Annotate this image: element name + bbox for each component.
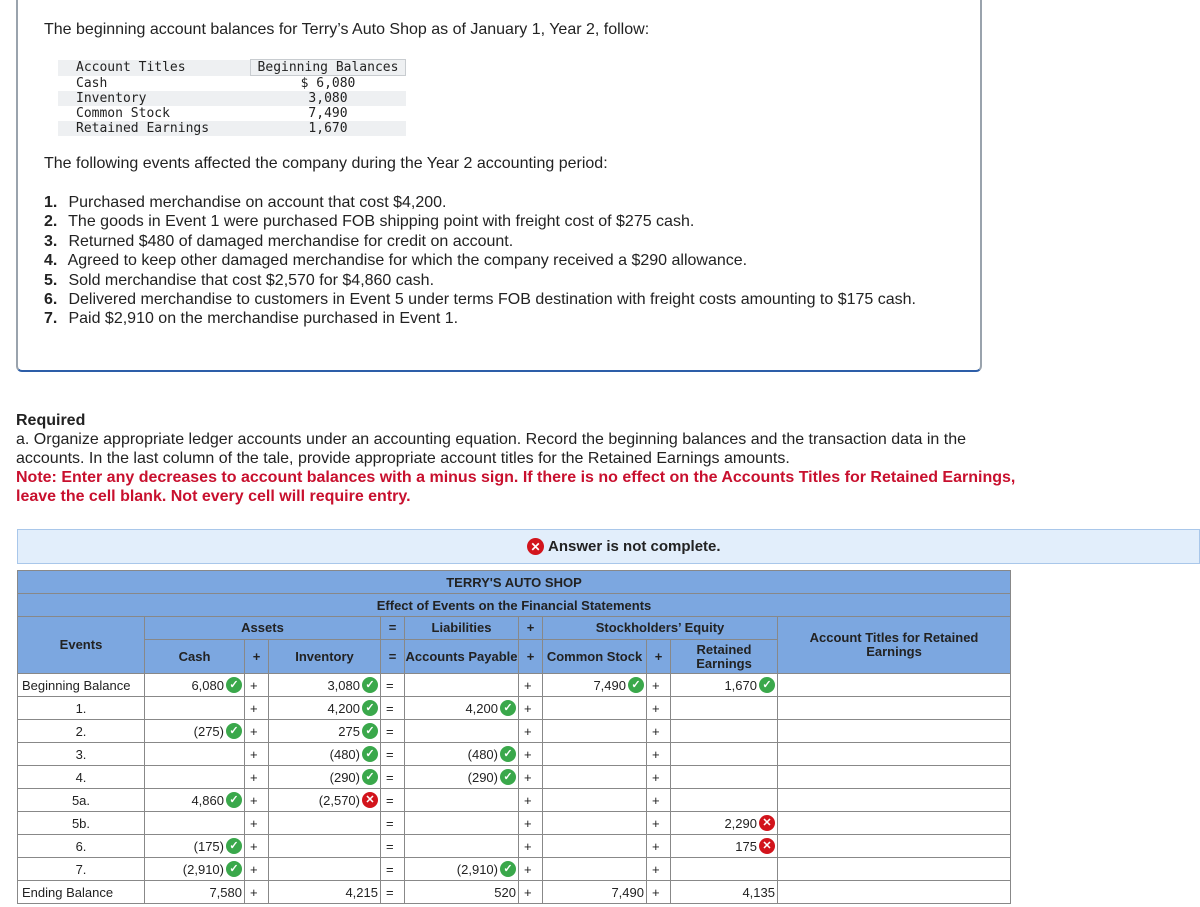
event-item [44, 309, 916, 328]
cash-cell[interactable] [145, 674, 245, 697]
cash-cell[interactable] [145, 835, 245, 858]
common-stock-cell-value: 7,490 [611, 885, 644, 901]
plus-sign: + [519, 812, 543, 835]
event-text: The goods in Event 1 were purchased FOB shipping point with freight cost of $275 cash. [68, 213, 695, 231]
common-stock-cell[interactable] [543, 743, 647, 766]
account-title-select[interactable] [778, 743, 1011, 766]
table-row [18, 789, 1011, 812]
account-title-select[interactable] [778, 697, 1011, 720]
event-label: 4. [18, 766, 145, 789]
retained-earnings-cell[interactable] [671, 881, 778, 904]
accounts-payable-cell-value: (2,910) [456, 861, 498, 877]
event-item [44, 212, 916, 231]
account-title-select[interactable] [778, 858, 1011, 881]
event-label: Beginning Balance [18, 674, 145, 697]
table-row [18, 697, 1011, 720]
common-stock-cell[interactable] [543, 766, 647, 789]
cash-cell[interactable] [145, 812, 245, 835]
accounts-payable-cell[interactable] [405, 789, 519, 812]
retained-earnings-cell[interactable] [671, 720, 778, 743]
common-stock-cell[interactable] [543, 835, 647, 858]
check-circle-icon: ✓ [500, 769, 516, 785]
plus-sign: + [245, 789, 269, 812]
cash-cell-value: (2,910) [182, 861, 224, 877]
cash-cell[interactable] [145, 881, 245, 904]
banner-text: Answer is not complete. [548, 538, 721, 555]
event-item [44, 232, 916, 251]
common-stock-cell-value: 7,490 [593, 677, 626, 693]
events-intro: The following events affected the company during the Year 2 accounting period: [44, 155, 608, 172]
plus-sign: + [245, 766, 269, 789]
event-text: Returned $480 of damaged merchandise for credit on account. [68, 232, 514, 250]
liabilities-header: Liabilities [405, 617, 519, 640]
answer-status-banner [17, 529, 1200, 564]
retained-earnings-cell[interactable] [671, 766, 778, 789]
retained-earnings-cell[interactable] [671, 674, 778, 697]
accounts-payable-cell-value: (480) [467, 746, 498, 762]
plus-sign: + [647, 881, 671, 904]
cash-cell[interactable] [145, 766, 245, 789]
common-stock-header: Common Stock [543, 640, 647, 674]
event-number: 4. [44, 252, 58, 270]
common-stock-cell[interactable] [543, 858, 647, 881]
x-circle-icon: ✕ [759, 838, 775, 854]
plus-sign: + [245, 697, 269, 720]
balance-title: Cash [76, 75, 108, 91]
event-number: 3. [44, 232, 58, 250]
table-row [18, 720, 1011, 743]
equals-sign: = [381, 881, 405, 904]
plus-sign: + [519, 720, 543, 743]
plus-sign: + [519, 766, 543, 789]
event-number: 1. [44, 194, 58, 211]
inventory-cell[interactable] [269, 835, 381, 858]
cash-header: Cash [145, 640, 245, 674]
problem-intro: The beginning account balances for Terry’s Auto Shop as of January 1, Year 2, follow: [44, 21, 650, 38]
balance-value: 3,080 [251, 91, 406, 106]
event-label: 3. [18, 743, 145, 766]
account-title-select[interactable] [778, 766, 1011, 789]
event-item [44, 193, 916, 212]
inventory-cell[interactable] [269, 697, 381, 720]
plus-sign: + [245, 743, 269, 766]
accounts-payable-header: Accounts Payable [405, 640, 519, 674]
check-circle-icon: ✓ [226, 677, 242, 693]
plus-sign: + [647, 720, 671, 743]
check-circle-icon: ✓ [226, 792, 242, 808]
account-title-select[interactable] [778, 835, 1011, 858]
event-number: 6. [44, 290, 58, 308]
required-section [16, 411, 1016, 506]
check-circle-icon: ✓ [362, 700, 378, 716]
check-circle-icon: ✓ [500, 746, 516, 762]
plus-sign: + [245, 835, 269, 858]
check-circle-icon: ✓ [362, 723, 378, 739]
accounts-payable-cell[interactable] [405, 720, 519, 743]
plus-sign: + [519, 640, 543, 674]
balance-value: 7,490 [308, 106, 348, 121]
assets-header: Assets [145, 617, 381, 640]
plus-sign: + [519, 789, 543, 812]
inventory-cell-value: (290) [329, 769, 360, 785]
cash-cell-value: (275) [193, 723, 224, 739]
check-circle-icon: ✓ [362, 746, 378, 762]
event-text: Agreed to keep other damaged merchandise for which the company received a $290 allowance. [67, 252, 748, 270]
event-text: Sold merchandise that cost $2,570 for $4,860 cash. [68, 271, 435, 289]
accounts-payable-cell[interactable] [405, 858, 519, 881]
account-title-select[interactable] [778, 812, 1011, 835]
retained-earnings-cell[interactable] [671, 858, 778, 881]
cash-cell[interactable] [145, 858, 245, 881]
effects-table [17, 570, 1011, 904]
table-row [18, 812, 1011, 835]
table-row [18, 674, 1011, 697]
event-item [44, 271, 916, 290]
check-circle-icon: ✓ [362, 769, 378, 785]
plus-sign: + [245, 640, 269, 674]
cash-cell[interactable] [145, 697, 245, 720]
balances-header-balance: Beginning Balances [251, 60, 406, 76]
inventory-cell-value: (480) [329, 746, 360, 762]
retained-earnings-cell[interactable] [671, 743, 778, 766]
x-circle-icon: ✕ [362, 792, 378, 808]
inventory-cell[interactable] [269, 789, 381, 812]
table-title: TERRY'S AUTO SHOP [18, 571, 1011, 594]
plus-sign: + [519, 881, 543, 904]
event-label: 5b. [18, 812, 145, 835]
table-row [18, 881, 1011, 904]
balance-value: 1,670 [251, 121, 406, 136]
event-text: Paid $2,910 on the merchandise purchased in Event 1. [68, 310, 459, 328]
equals-sign: = [381, 812, 405, 835]
check-circle-icon: ✓ [362, 677, 378, 693]
account-titles-header: Account Titles for Retained Earnings [778, 617, 1011, 674]
plus-sign: + [647, 640, 671, 674]
equals-sign: = [381, 835, 405, 858]
inventory-cell[interactable] [269, 743, 381, 766]
plus-sign: + [519, 697, 543, 720]
event-text: Purchased merchandise on account that cost $4,200. [68, 194, 447, 211]
cash-cell[interactable] [145, 789, 245, 812]
plus-sign: + [647, 812, 671, 835]
retained-earnings-cell-value: 4,135 [742, 885, 775, 901]
retained-earnings-cell-value: 175 [735, 838, 757, 854]
event-label: 2. [18, 720, 145, 743]
inventory-cell-value: 4,200 [327, 700, 360, 716]
event-number: 2. [44, 213, 58, 231]
cash-cell-value: 6,080 [191, 677, 224, 693]
accounts-payable-cell[interactable] [405, 881, 519, 904]
equals-sign: = [381, 743, 405, 766]
inventory-cell[interactable] [269, 881, 381, 904]
common-stock-cell[interactable] [543, 674, 647, 697]
equals-sign: = [381, 720, 405, 743]
accounts-payable-cell[interactable] [405, 812, 519, 835]
retained-earnings-cell[interactable] [671, 789, 778, 812]
equals-sign: = [381, 766, 405, 789]
retained-earnings-cell[interactable] [671, 697, 778, 720]
inventory-cell[interactable] [269, 812, 381, 835]
inventory-cell[interactable] [269, 858, 381, 881]
event-item [44, 290, 916, 309]
x-circle-icon: ✕ [759, 815, 775, 831]
plus-sign: + [647, 858, 671, 881]
accounts-payable-cell-value: 4,200 [465, 700, 498, 716]
plus-sign: + [647, 674, 671, 697]
common-stock-cell[interactable] [543, 881, 647, 904]
required-text: a. Organize appropriate ledger accounts under an accounting equation. Record the beginning balances and the transaction data in the accounts. In the last column of the tale, provide appropriate account titles for the Retained Earnings amounts. [16, 431, 966, 467]
event-number: 7. [44, 310, 58, 328]
inventory-header: Inventory [269, 640, 381, 674]
event-label: 6. [18, 835, 145, 858]
plus-sign: + [647, 743, 671, 766]
accounts-payable-cell[interactable] [405, 697, 519, 720]
balances-header-title: Account Titles [58, 60, 251, 76]
retained-earnings-cell-value: 1,670 [724, 677, 757, 693]
check-circle-icon: ✓ [500, 861, 516, 877]
event-label: 7. [18, 858, 145, 881]
check-circle-icon: ✓ [500, 700, 516, 716]
equals-sign: = [381, 697, 405, 720]
plus-sign: + [647, 697, 671, 720]
account-title-select[interactable] [778, 881, 1011, 904]
equals-sign: = [381, 789, 405, 812]
balance-title: Retained Earnings [58, 121, 251, 136]
check-circle-icon: ✓ [226, 838, 242, 854]
retained-earnings-cell[interactable] [671, 835, 778, 858]
events-list [44, 193, 916, 329]
balance-title: Inventory [58, 91, 251, 106]
common-stock-cell[interactable] [543, 812, 647, 835]
inventory-cell[interactable] [269, 720, 381, 743]
event-label: 1. [18, 697, 145, 720]
cash-cell-value: (175) [193, 838, 224, 854]
plus-sign: + [245, 720, 269, 743]
cash-cell-value: 7,580 [209, 885, 242, 901]
table-row [18, 743, 1011, 766]
plus-sign: + [519, 835, 543, 858]
equals-sign: = [381, 617, 405, 640]
accounts-payable-cell-value: (290) [467, 769, 498, 785]
retained-earnings-cell-value: 2,290 [724, 815, 757, 831]
accounts-payable-cell[interactable] [405, 743, 519, 766]
common-stock-cell[interactable] [543, 720, 647, 743]
plus-sign: + [245, 812, 269, 835]
event-text: Delivered merchandise to customers in Event 5 under terms FOB destination with freight costs amounting to $175 cash. [68, 290, 916, 308]
plus-sign: + [647, 766, 671, 789]
inventory-cell[interactable] [269, 766, 381, 789]
plus-sign: + [647, 789, 671, 812]
account-title-select[interactable] [778, 674, 1011, 697]
event-number: 5. [44, 271, 58, 289]
accounts-payable-cell[interactable] [405, 766, 519, 789]
plus-sign: + [519, 743, 543, 766]
table-row [18, 858, 1011, 881]
plus-sign: + [519, 617, 543, 640]
accounts-payable-cell-value: 520 [494, 885, 516, 901]
check-circle-icon: ✓ [226, 861, 242, 877]
cash-cell[interactable] [145, 743, 245, 766]
events-header: Events [18, 617, 145, 674]
check-circle-icon: ✓ [226, 723, 242, 739]
effects-rows [18, 674, 1011, 904]
retained-earnings-header: Retained Earnings [671, 640, 778, 674]
balance-value: $ 6,080 [300, 76, 356, 91]
accounts-payable-cell[interactable] [405, 835, 519, 858]
common-stock-cell[interactable] [543, 697, 647, 720]
cash-cell[interactable] [145, 720, 245, 743]
inventory-cell-value: (2,570) [318, 792, 360, 808]
event-label: Ending Balance [18, 881, 145, 904]
table-subtitle: Effect of Events on the Financial Statements [18, 594, 1011, 617]
common-stock-cell[interactable] [543, 789, 647, 812]
check-circle-icon: ✓ [628, 677, 644, 693]
account-title-select[interactable] [778, 789, 1011, 812]
equals-sign: = [381, 858, 405, 881]
table-row [18, 766, 1011, 789]
x-circle-icon: ✕ [527, 538, 544, 555]
account-title-select[interactable] [778, 720, 1011, 743]
plus-sign: + [245, 858, 269, 881]
beginning-balances-table [58, 59, 406, 136]
plus-sign: + [519, 858, 543, 881]
balance-title: Common Stock [76, 106, 170, 121]
inventory-cell-value: 275 [338, 723, 360, 739]
equals-sign: = [381, 640, 405, 674]
plus-sign: + [245, 674, 269, 697]
table-row [18, 835, 1011, 858]
equity-header: Stockholders’ Equity [543, 617, 778, 640]
required-heading: Required [16, 412, 86, 429]
event-item [44, 251, 916, 270]
inventory-cell-value: 3,080 [327, 677, 360, 693]
retained-earnings-cell[interactable] [671, 812, 778, 835]
event-label: 5a. [18, 789, 145, 812]
plus-sign: + [245, 881, 269, 904]
inventory-cell-value: 4,215 [345, 885, 378, 901]
plus-sign: + [647, 835, 671, 858]
equals-sign: = [381, 674, 405, 697]
inventory-cell[interactable] [269, 674, 381, 697]
required-note: Note: Enter any decreases to account balances with a minus sign. If there is no effect on the Accounts Titles for Retained Earnings, leave the cell blank. Not every cell will require entry. [16, 469, 1016, 505]
cash-cell-value: 4,860 [191, 792, 224, 808]
plus-sign: + [519, 674, 543, 697]
accounts-payable-cell[interactable] [405, 674, 519, 697]
check-circle-icon: ✓ [759, 677, 775, 693]
